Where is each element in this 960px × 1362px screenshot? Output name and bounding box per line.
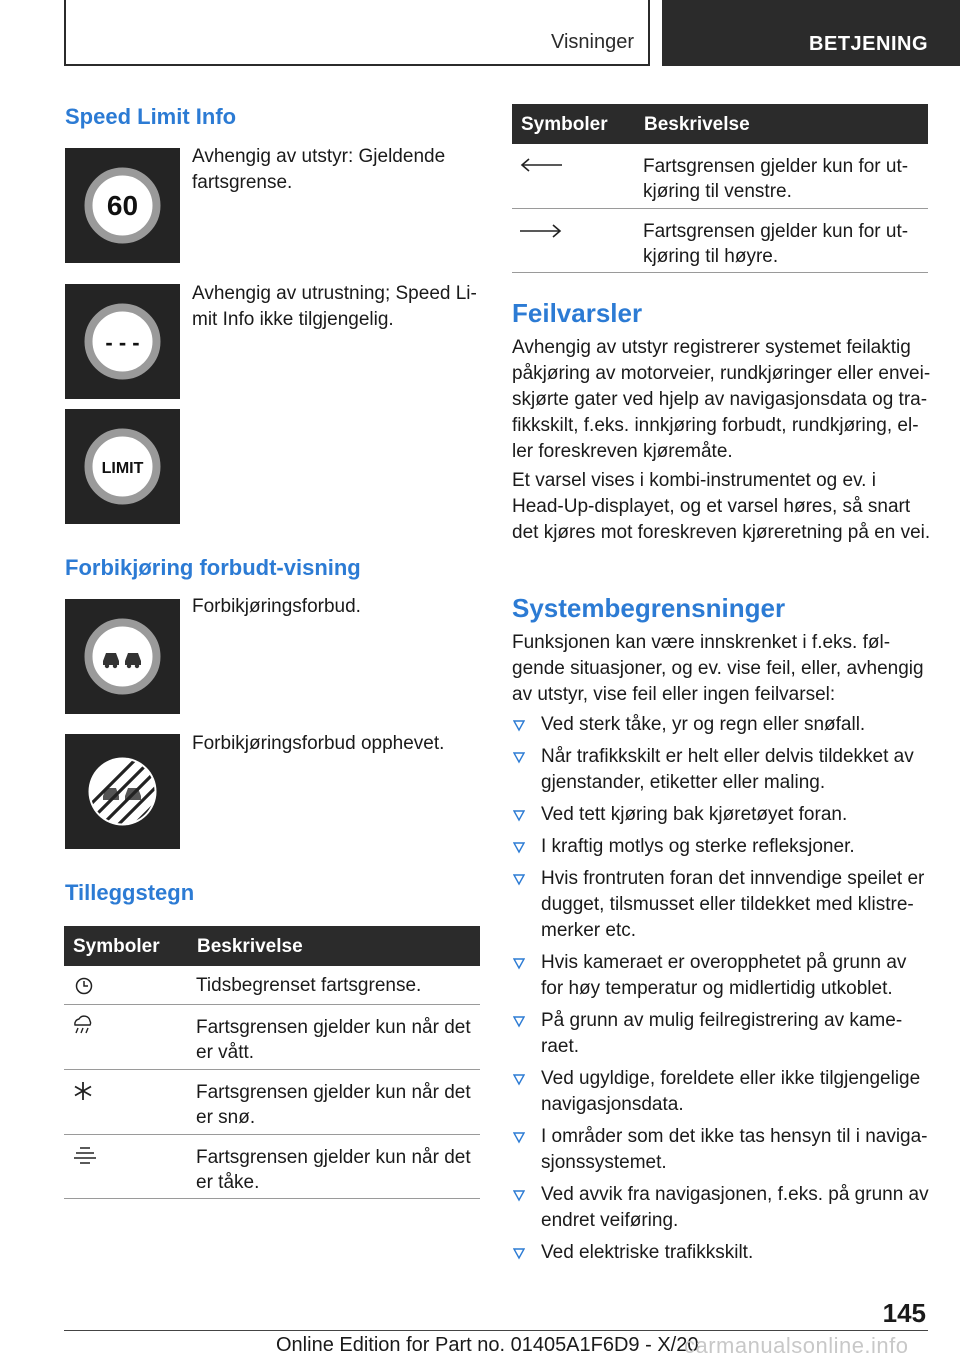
chapter-title: BETJENING <box>809 33 928 55</box>
sign-text-limit: LIMIT <box>101 460 144 477</box>
faults-paragraph-1: Avhengig av utstyr registrerer systemet feilaktig påkjøring av motorveier, rundkjøringer eller envei-skjørte gater ved hjelp av navigasjonsdata og tra-fikkskilt, f.eks. innkjøring forbudt, rundkjøring, el-ler foreskreven kjøremåte. <box>512 337 931 462</box>
list-item <box>512 1182 932 1234</box>
speed-limit-heading: Speed Limit Info <box>65 104 237 129</box>
col-description: Beskrivelse <box>197 936 303 957</box>
triangle-bullet-icon <box>513 752 525 764</box>
clock-icon <box>72 977 96 995</box>
chapter-tab <box>662 0 960 66</box>
triangle-bullet-icon <box>513 1132 525 1144</box>
triangle-bullet-icon <box>513 1074 525 1086</box>
list-item <box>512 866 932 944</box>
limits-intro: Funksjonen kan være innskrenket i f.eks. føl-gende situasjoner, og ev. vise feil, eller, avhengig av utstyr, vise feil eller ingen feilvarsel: <box>512 632 924 705</box>
header-frame <box>64 0 650 66</box>
table-row <box>512 144 928 209</box>
speed-limit-unavailable-icon <box>65 284 180 399</box>
additional-signs-heading: Tilleggstegn <box>65 880 195 905</box>
speed-limit-unavailable-desc: Avhengig av utrustning; Speed Li-mit Info ikke tilgjengelig. <box>192 283 477 330</box>
triangle-bullet-icon <box>513 958 525 970</box>
list-item-text: I kraftig motlys og sterke refleksjoner. <box>541 836 855 857</box>
arrow-right-icon <box>518 223 562 239</box>
rain-icon <box>70 1015 96 1035</box>
col-symbol: Symboler <box>73 936 160 957</box>
faults-paragraph-2: Et varsel vises i kombi-instrumentet og ev. i Head-Up-displayet, og et varsel høres, så snart det kjøres mot foreskreven kjøreretning på en vei. <box>512 470 931 543</box>
limits-heading: Systembegrensninger <box>512 593 786 623</box>
limits-list <box>512 712 932 1272</box>
list-item-text: Hvis kameraet er overopphetet på grunn av for høy temperatur og midlertidig utkoblet. <box>541 952 907 999</box>
row-text: Fartsgrensen gjelder kun når det er vått. <box>196 1017 471 1063</box>
list-item-text: I områder som det ikke tas hensyn til i naviga-sjonssystemet. <box>541 1126 928 1173</box>
watermark: carmanualsonline.info <box>684 1333 909 1358</box>
list-item <box>512 1008 932 1060</box>
list-item <box>512 1240 932 1266</box>
sign-text-dashes: - - - <box>105 330 140 355</box>
row-text: Fartsgrensen gjelder kun for ut-kjøring til høyre. <box>643 221 909 267</box>
table-header <box>512 104 928 144</box>
list-item-text: Hvis frontruten foran det innvendige speilet er dugget, tilsmusset eller tildekket med klistre-merker etc. <box>541 868 925 941</box>
speed-limit-60-icon <box>65 148 180 263</box>
triangle-bullet-icon <box>513 874 525 886</box>
snowflake-icon <box>72 1080 94 1102</box>
list-item <box>512 1124 932 1176</box>
col-symbol: Symboler <box>521 114 608 135</box>
row-text: Fartsgrensen gjelder kun når det er snø. <box>196 1082 471 1128</box>
table-row <box>64 966 480 1005</box>
no-overtaking-icon <box>65 599 180 714</box>
triangle-bullet-icon <box>513 720 525 732</box>
edition-text: Online Edition for Part no. 01405A1F6D9 - X/20 <box>276 1334 699 1356</box>
triangle-bullet-icon <box>513 810 525 822</box>
row-text: Fartsgrensen gjelder kun når det er tåke. <box>196 1147 471 1193</box>
list-item-text: Ved ugyldige, foreldete eller ikke tilgjengelige navigasjonsdata. <box>541 1068 921 1115</box>
no-overtaking-desc: Forbikjøringsforbud. <box>192 596 361 617</box>
list-item-text: Ved elektriske trafikkskilt. <box>541 1242 754 1263</box>
row-text: Fartsgrensen gjelder kun for ut-kjøring til venstre. <box>643 156 909 202</box>
overtaking-heading: Forbikjøring forbudt-visning <box>65 555 361 580</box>
table-header <box>64 926 480 966</box>
speed-limit-60-desc: Avhengig av utstyr: Gjeldende fartsgrense. <box>192 146 446 193</box>
page-number: 145 <box>882 1298 926 1328</box>
table-row <box>64 1005 480 1070</box>
list-item-text: Ved sterk tåke, yr og regn eller snøfall. <box>541 714 866 735</box>
table-row <box>64 1070 480 1135</box>
row-text: Tidsbegrenset fartsgrense. <box>196 975 422 996</box>
triangle-bullet-icon <box>513 842 525 854</box>
faults-heading: Feilvarsler <box>512 298 643 328</box>
list-item <box>512 834 932 860</box>
direction-signs-table <box>512 104 928 273</box>
no-overtaking-end-desc: Forbikjøringsforbud opphevet. <box>192 733 445 754</box>
list-item <box>512 744 932 796</box>
list-item <box>512 950 932 1002</box>
sign-text-60: 60 <box>106 190 139 221</box>
table-row <box>512 209 928 273</box>
list-item <box>512 712 932 738</box>
no-overtaking-end-icon <box>65 734 180 849</box>
col-description: Beskrivelse <box>644 114 750 135</box>
triangle-bullet-icon <box>513 1016 525 1028</box>
triangle-bullet-icon <box>513 1190 525 1202</box>
list-item <box>512 1066 932 1118</box>
list-item-text: Ved avvik fra navigasjonen, f.eks. på grunn av endret veiføring. <box>541 1184 929 1231</box>
section-title: Visninger <box>550 31 634 53</box>
fog-icon <box>72 1145 98 1165</box>
list-item-text: Ved tett kjøring bak kjøretøyet foran. <box>541 804 848 825</box>
list-item-text: Når trafikkskilt er helt eller delvis tildekket av gjenstander, etiketter eller maling. <box>541 746 914 793</box>
list-item <box>512 802 932 828</box>
speed-limit-limit-icon <box>65 409 180 524</box>
list-item-text: På grunn av mulig feilregistrering av kame-raet. <box>541 1010 903 1057</box>
footer-divider <box>64 1330 928 1331</box>
table-row <box>64 1135 480 1199</box>
arrow-left-icon <box>520 157 564 173</box>
triangle-bullet-icon <box>513 1248 525 1260</box>
additional-signs-table <box>64 926 480 1199</box>
